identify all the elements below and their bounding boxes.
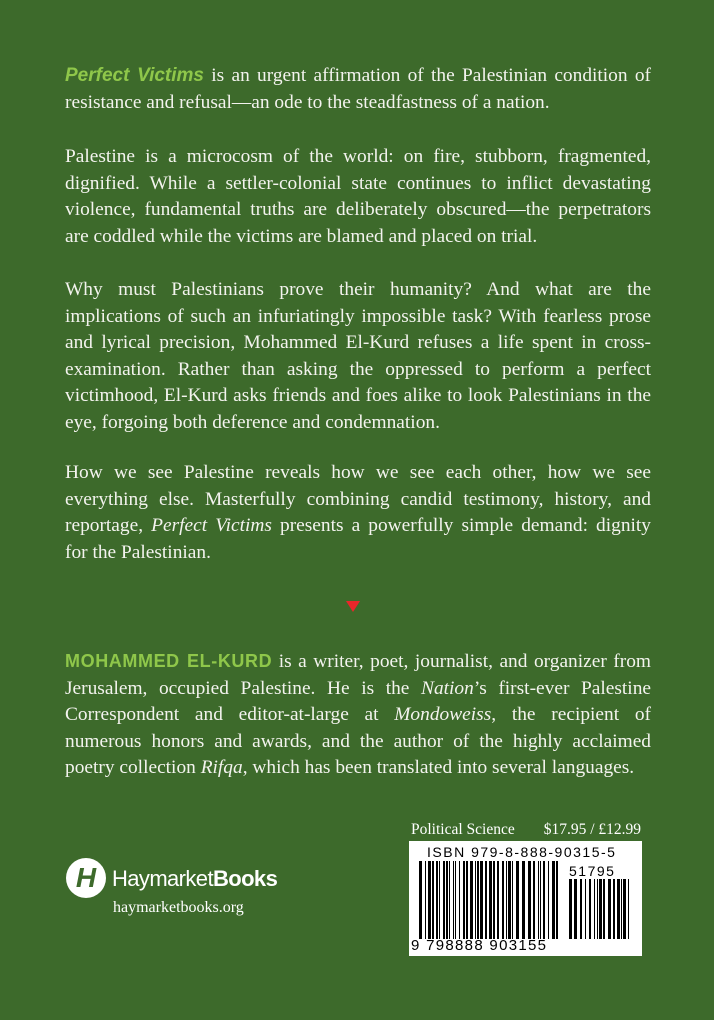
blurb-paragraph-3: Why must Palestinians prove their humanity? And what are the implications of such an infuriatingly impossible task? With fearless prose and lyrical precision, Mohammed El-Kurd refuses a life spent in cross-examination. Rather than asking the oppressed to perform a perfect victimhood, El-Kurd asks friends and foes alike to look Palestinians in the eye, forgoing both deference and condemnation. xyxy=(65,279,651,433)
price-code: 51795 xyxy=(569,863,616,879)
price-label: $17.95 / £12.99 xyxy=(543,821,641,838)
isbn-digits: 9 798888 903155 xyxy=(411,937,548,954)
publication-mondoweiss: Mondoweiss xyxy=(394,704,492,726)
publisher-name-bold: Books xyxy=(212,866,278,891)
publisher-name-regular: Haymarket xyxy=(112,866,213,891)
publisher-logo xyxy=(66,858,296,898)
bio-text: is a writer, poet, journalist, and organizer from Jerusalem, occupied Palestine. He is the xyxy=(65,651,651,699)
bio-text: , the recipient of numerous honors and awards, and the author of the highly acclaimed poetry collection xyxy=(65,704,651,779)
author-bio xyxy=(65,648,651,782)
price-addon-barcode-bars xyxy=(569,879,633,939)
blurb-text: How we see Palestine reveals how we see each other, how we see everything else. Masterfully combining candid testimony, history, and reportage, xyxy=(65,462,651,537)
logo-letter: H xyxy=(75,862,97,893)
publisher-name xyxy=(112,866,277,892)
publication-nation: Nation xyxy=(421,677,474,699)
isbn-barcode xyxy=(409,841,642,956)
blurb-text: presents a powerfully simple demand: dignity for the Palestinian. xyxy=(65,515,651,563)
publisher-url: haymarketbooks.org xyxy=(113,899,244,916)
blurb-text: is an urgent affirmation of the Palestinian condition of resistance and refusal—an ode to the steadfastness of a nation. xyxy=(65,65,651,113)
book-title-italic: Perfect Victims xyxy=(151,515,272,537)
ean-barcode-bars xyxy=(419,861,559,939)
bio-text: ’s first-ever Palestine Correspondent and editor-at-large at xyxy=(65,677,651,726)
blurb-paragraph-2: Palestine is a microcosm of the world: on fire, stubborn, fragmented, dignified. While a settler-colonial state continues to inflict devastating violence, fundamental truths are deliberately obscured—the perpetrators are coddled while the victims are blamed and placed on trial. xyxy=(65,146,651,247)
isbn-label: ISBN 979-8-888-90315-5 xyxy=(427,844,617,860)
blurb-paragraph-1 xyxy=(65,63,651,116)
book-title-highlight: Perfect Victims xyxy=(65,65,204,86)
category-label: Political Science xyxy=(411,821,515,838)
author-name: MOHAMMED EL-KURD xyxy=(65,651,273,671)
book-rifqa: Rifqa xyxy=(200,757,243,779)
triangle-divider-icon xyxy=(346,601,360,612)
haymarket-h-logo-icon xyxy=(66,858,106,898)
price-line xyxy=(411,821,641,839)
blurb-paragraph-4 xyxy=(65,460,651,566)
bio-text: , which has been translated into several languages. xyxy=(242,757,635,779)
